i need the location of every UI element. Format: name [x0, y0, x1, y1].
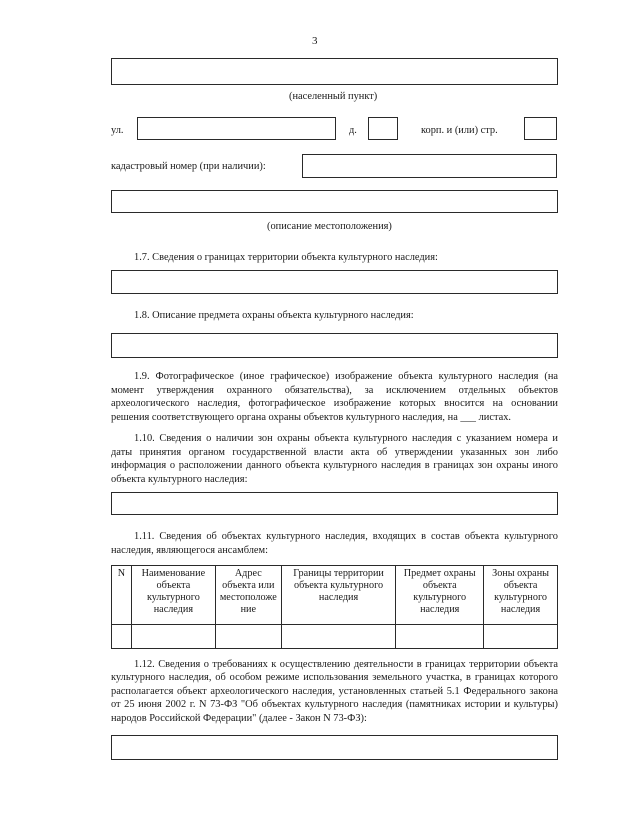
table-header-zones: [484, 566, 558, 625]
table-header-line: Адрес: [234, 568, 262, 579]
house-field[interactable]: [368, 117, 398, 140]
table-cell[interactable]: [281, 625, 396, 649]
table-cell[interactable]: [131, 625, 215, 649]
section-1-9-text: [111, 370, 558, 424]
section-1-12-text: [111, 658, 558, 725]
section-1-8-label: 1.8. Описание предмета охраны объекта культурного наследия:: [134, 310, 414, 321]
section-1-10-line: информация о расположении данного объекта культурного наследия в границах зон охраны иного: [111, 460, 558, 472]
table-cell[interactable]: [112, 625, 132, 649]
section-1-11-line: наследия, являющегося ансамблем:: [111, 544, 268, 556]
section-1-8-field[interactable]: [111, 333, 558, 358]
table-header-line: местоположе: [219, 592, 277, 603]
table-header-row: [112, 566, 558, 625]
building-field[interactable]: [524, 117, 557, 140]
cadastral-label: кадастровый номер (при наличии):: [111, 161, 266, 172]
section-1-12-line: народов Российской Федерации" (далее - Закон N 73-ФЗ):: [111, 712, 367, 724]
section-1-10-line: объекта культурного наследия:: [111, 473, 248, 485]
table-header-name: [131, 566, 215, 625]
table-cell[interactable]: [396, 625, 484, 649]
table-cell[interactable]: [484, 625, 558, 649]
section-1-11-text: [111, 530, 558, 557]
section-1-12-line: располагается объект археологического наследия, установленных статьей 5.1 Федерального закона: [111, 685, 558, 697]
table-header-line: культурного: [413, 592, 467, 603]
section-1-12-line: 1.12. Сведения о требованиях к осуществлению деятельности в границах территории объекта: [134, 659, 558, 670]
table-header-subject: [396, 566, 484, 625]
section-1-10-line: даты принятия органом государственной власти акта об утверждении указанных зон либо: [111, 446, 558, 458]
table-header-line: культурного: [494, 592, 547, 603]
table-header-line: Предмет охраны: [403, 568, 476, 579]
table-header-line: объекта или: [222, 580, 275, 591]
section-1-7-field[interactable]: [111, 270, 558, 294]
location-caption: (описание местоположения): [267, 221, 392, 232]
table-header-line: объекта: [422, 580, 457, 591]
table-header-line: объекта: [156, 580, 191, 591]
table-header-line: N: [117, 568, 126, 579]
ensemble-objects-table: [111, 565, 558, 649]
table-header-line: объекта культурного: [293, 580, 384, 591]
section-1-10-field[interactable]: [111, 492, 558, 515]
section-1-9-line: решения соответствующего органа охраны объектов культурного наследия, на ___ листах.: [111, 411, 512, 423]
location-field[interactable]: [111, 190, 558, 213]
locality-caption: (населенный пункт): [289, 91, 378, 102]
section-1-11-line: 1.11. Сведения об объектах культурного наследия, входящих в состав объекта культурного: [134, 531, 558, 542]
cadastral-field[interactable]: [302, 154, 557, 178]
section-1-9-line: 1.9. Фотографическое (иное графическое) изображение объекта культурного наследия (на: [134, 371, 558, 382]
table-header-line: Зоны охраны: [492, 568, 549, 579]
section-1-12-line: культурного наследия, об особом режиме использования земельного участка, в границах которого: [111, 672, 558, 684]
table-header-line: объекта: [503, 580, 538, 591]
table-cell[interactable]: [215, 625, 281, 649]
section-1-12-field[interactable]: [111, 735, 558, 760]
table-header-number: [112, 566, 132, 625]
table-header-line: наследия: [500, 604, 541, 615]
street-field[interactable]: [137, 117, 336, 140]
table-header-line: культурного: [146, 592, 200, 603]
section-1-7-label: 1.7. Сведения о границах территории объекта культурного наследия:: [134, 252, 438, 263]
locality-field[interactable]: [111, 58, 558, 85]
table-header-boundaries: [281, 566, 396, 625]
building-label: корп. и (или) стр.: [421, 125, 498, 136]
table-row: [112, 625, 558, 649]
table-header-line: Границы территории: [293, 568, 384, 579]
table-header-line: наследия: [318, 592, 359, 603]
section-1-10-line: 1.10. Сведения о наличии зон охраны объекта культурного наследия с указанием номера и: [134, 433, 558, 444]
section-1-9-line: археологического наследия, фотографическое изображение которых вносится на основании: [111, 398, 558, 410]
section-1-9-line: момент утверждения охранного обязательства), за исключением отдельных объектов: [111, 384, 558, 396]
table-header-line: ние: [240, 604, 257, 615]
table-header-address: [215, 566, 281, 625]
table-header-line: наследия: [153, 604, 194, 615]
street-label: ул.: [111, 125, 124, 136]
house-label: д.: [349, 125, 357, 136]
section-1-10-text: [111, 432, 558, 486]
page-number: 3: [312, 35, 318, 47]
section-1-12-line: от 25 июня 2002 г. N 73-ФЗ "Об объектах культурного наследия (памятниках истории и культуры): [111, 699, 558, 711]
table-header-line: Наименование: [141, 568, 206, 579]
table-header-line: наследия: [420, 604, 460, 615]
